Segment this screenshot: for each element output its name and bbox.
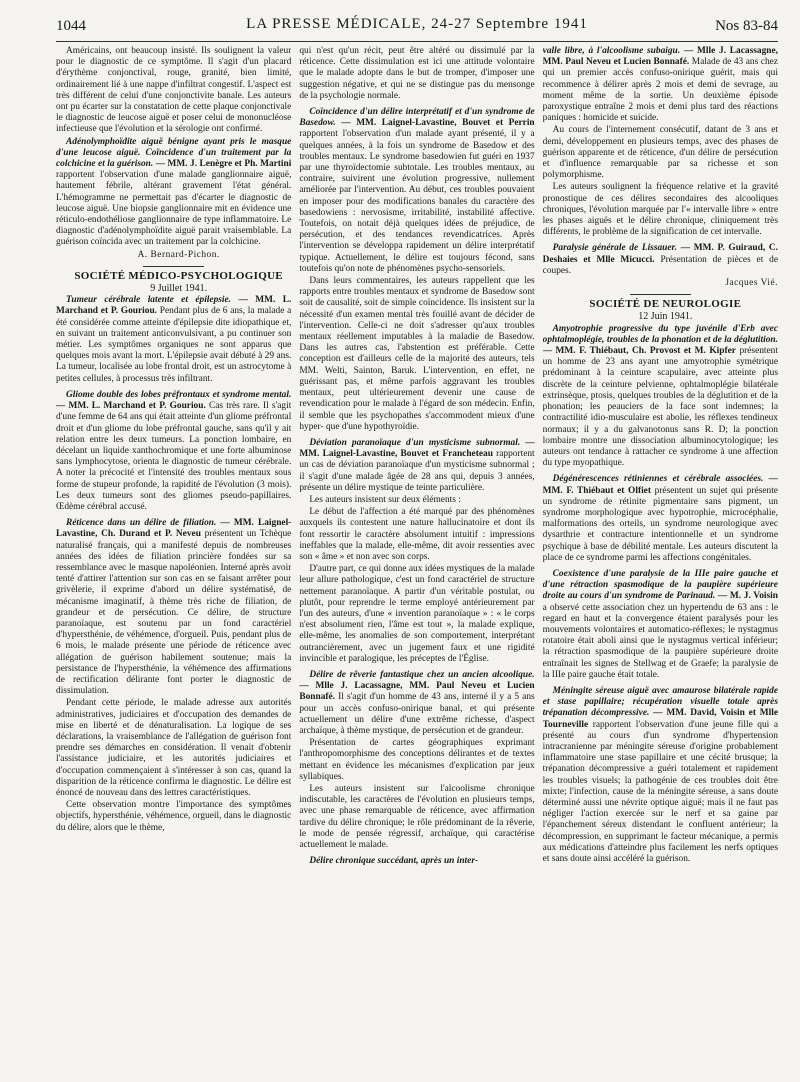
paragraph: Cette observation montre l'importance des symptômes objectifs, hypersthénie, véhémence, orgueil, dans le diagnostic du délire, alors que le thème, bbox=[56, 800, 292, 833]
article bbox=[299, 856, 534, 867]
article bbox=[543, 569, 778, 681]
article bbox=[299, 107, 534, 275]
section-heading: SOCIÉTÉ MÉDICO-PSYCHOLOGIQUE bbox=[74, 269, 283, 282]
article-authors: — MM. L. Marchand et P. Gouriou. bbox=[56, 295, 292, 317]
page-number: 1044 bbox=[56, 18, 86, 34]
article-title: Réticence dans un délire de filiation. bbox=[66, 518, 217, 529]
article bbox=[543, 46, 778, 124]
article-authors: — MM. J. Lenègre et Ph. Martini bbox=[155, 159, 292, 170]
article bbox=[299, 438, 534, 494]
journal-title: LA PRESSE MÉDICALE, 24-27 Septembre 1941 bbox=[246, 16, 588, 32]
section-date: 12 Juin 1941. bbox=[638, 311, 693, 323]
article-body: rapportent l'observation d'une jeune fille qui a présenté au cours d'un syndrome d'hypertension intracranienne par méningite séreuse d'origine probablement inflammatoire une stase papillaire et une cécité brusque; la trépanation décompressive a guéri totalement et rapidement les troubles visuels; la pathogénie de ces troubles doit être mixte; l'infection, cause de la méningite séreuse, a sans doute déterminé aussi une névrite optique aiguë; mais il ne faut pas négliger l'action exercée sur le nerf et sa gaine par l'épanchement séreux distendant le confluent antérieur; la décompression, en supprimant le facteur mécanique, a permis aux médications d'atteindre plus facilement les nerfs optiques et sans doute ainsi accéléré la guérison. bbox=[542, 719, 778, 865]
article-title: Gliome double des lobes préfrontaux et syndrome mental. bbox=[66, 389, 292, 400]
article-authors: — M. J. Voisin bbox=[717, 591, 778, 602]
paragraph: Pendant cette période, le malade adresse aux autorités administratives, judiciaires et d'occupation des demandes de mise en liberté et de dénaturalisation. La logique de ses déclarations, la vraisemblance de l'allégation de guérison font prendre ses démarches en considération. Il venait d'obtenir l'assistance judiciaire, et les autorités judiciaires et d'occupation commençaient à s'intéresser à son cas, quand la disparition de la réticence confirma le diagnostic. Le délire est énoncé de nouveau dans des lettres caractéristiques. bbox=[56, 698, 292, 798]
separator bbox=[630, 294, 691, 295]
article-title: Paralysie générale de Lissauer. bbox=[552, 243, 678, 254]
column-3 bbox=[543, 46, 778, 1076]
article-body: rapportent un cas de déviation paranoïaque d'un mysticisme subnormal ; il s'agit d'une malade âgée de 28 ans qui, depuis 3 années, présente un délire mystique de teinte particulière. bbox=[299, 449, 535, 493]
article bbox=[56, 518, 291, 697]
article bbox=[56, 390, 291, 513]
article bbox=[56, 295, 291, 385]
issue-number: Nos 83-84 bbox=[715, 18, 778, 34]
column-1 bbox=[56, 46, 291, 1076]
article-authors: — MM. P. Guiraud, C. Deshaies et Mlle Micucci. bbox=[542, 243, 778, 265]
paragraph: qui n'est qu'un récit, peut être altéré ou dissimulé par la réticence. Cette dissimulation est ici une attitude volontaire que le malade adopte dans le but de tromper, d'imposer une suggestion négative, et qui ne se distingue pas du mensonge de la psychologie normale. bbox=[299, 46, 535, 101]
section-heading: SOCIÉTÉ DE NEUROLOGIE bbox=[589, 298, 742, 311]
paragraph: Les auteurs insistent sur deux éléments : bbox=[309, 494, 461, 505]
article-title: Amyotrophie progressive du type juvénile d'Erb avec ophtalmoplégie, troubles de la phonation et de la déglutition. bbox=[542, 323, 778, 345]
article-authors: — Mlle J. Lacassagne, MM. Paul Neveu et Lucien Bonnafé. bbox=[542, 46, 778, 68]
paragraph: D'autre part, ce qui donne aux idées mystiques de la malade leur allure pathologique, c'est un fond caractériel de structure nettement paranoïaque. A partir d'un véritable postulat, ou plutôt, pour reprendre le terme employé antérieurement par l'un des auteurs, d'une « invention paranoïaque » : « le corps n'est absolument rien, l'âme est tout », la malade explique, elle-même, les anomalies de son comportement, interprétant outrancièrement, avec un jugement faux et une rigidité invincible et paralogique, les préceptes de l'Église. bbox=[299, 564, 535, 664]
article-title: Coexistence d'une paralysie de la IIIe paire gauche et d'une rétraction spasmodique de la paupière supérieure droite au cours d'un syndrome de Parinaud. bbox=[542, 568, 778, 602]
article-body: Il s'agit d'un homme de 43 ans, interné il y a 5 ans pour un accès confuso-onirique banal, et qui présente actuellement un délire d'une extrême richesse, d'aspect archaïque, à thème mystique, de persécution et de grandeur. bbox=[299, 692, 535, 736]
article-body: présentent un homme de 23 ans ayant une amyotrophie symétrique prédominant à la ceinture scapulaire, avec atteinte plus discrète de la ceinture pelvienne, ophtalmoplégie bilatérale extrinsèque, ptosis, quelques troubles de la déglutition et de la phonation; les peauciers de la face sont indemnes; la contractilité idio-musculaire est abolie, les réflexes tendineux normaux; il y a du galvanotonus sans R. D; la ponction lombaire montre une dissociation albuminocytologique; les auteurs ont tendance à rattacher ce syndrome à une affection du type myopathique. bbox=[542, 346, 778, 469]
article bbox=[56, 137, 291, 249]
article-authors: — MM. L. Marchand et P. Gouriou. bbox=[56, 401, 206, 412]
article-authors: — MM. David, Voisin et Mlle Tourneville bbox=[542, 708, 778, 730]
article-title: valle libre, à l'alcoolisme subaigu. bbox=[542, 46, 681, 56]
header-rule bbox=[56, 41, 778, 42]
article-authors: — MM. Laignel-Lavastine, Bouvet et Perrin bbox=[341, 118, 535, 129]
column-2 bbox=[299, 46, 534, 1076]
paragraph: Dans leurs commentaires, les auteurs rappellent que les rapports entre troubles mentaux et syndrome de Basedow sont soit de causalité, soit de simple coïncidence. Ils insistent sur la nécessité d'un examen mental très fouillé avant de décider de l'intervention. Celle-ci ne doit s'adresser qu'aux troubles mentaux réellement imputables à la maladie de Basedow. Dans les autres cas, l'abstention est préférable. Cette conception est d'ailleurs celle de la majorité des auteurs, tels MM. Welti, Sainton, Baruk. L'intervention, en effet, ne guérissant pas, et même parfois aggravant les troubles mentaux, peut ultérieurement devenir une cause de revendication pour le malade à l'égard de son médecin. Enfin, il semble que les psychopathes s'accommodent mieux d'une hyper- que d'une hypothyroïdie. bbox=[299, 276, 535, 432]
article-title: Délire chronique succédant, après un inter- bbox=[309, 856, 479, 867]
article bbox=[543, 474, 778, 564]
article-body: Présentation de pièces et de coupes. bbox=[542, 254, 778, 276]
article-body: présentent un Tchèque naturalisé français, qui a manifesté depuis de nombreuses années des idées de filiation princière fondées sur sa ressemblance avec le masque napoléonien. Interné après avoir tenté d'attirer l'attention sur son cas en se faisant arrêter pour grivèlerie, il exprime d'abord un délire systématisé, de mécanisme imaginatif, à thème très riche de filiation, de grandeur et de persécution. Ce délire, de structure paranoïaque, est soutenu par un fond caractériel d'hypersthénie, de véhémence, d'orgueil. Puis, pendant plus de 6 mois, le malade présente une période de réticence avec allégation de guérison habilement soutenue; mais la persistance de l'hypersthénie, la véhémence des affirmations de rectification délirante font porter le diagnostic de dissimulation. bbox=[56, 529, 292, 697]
article bbox=[543, 686, 778, 865]
article-body: Pendant plus de 6 ans, la malade a été considérée comme atteinte d'épilepsie dite idiopathique et, en suivant un traitement anticonvulsivant, a pu continuer son métier. Les symptômes organiques ne sont apparus que quelques mois avant la mort. L'épilepsie avait débuté à 29 ans. La tumeur, localisée au lobe frontal droit, est un astrocytome à petites cellules, à processus très infiltrant. bbox=[56, 306, 292, 384]
article-body: rapportent l'observation d'un malade ayant présenté, il y a quelques années, à la fois un syndrome de Basedow et des troubles mentaux. Le syndrome basedowien fut guéri en 1937 par une thyroïdectomie subtotale. Les troubles mentaux, au contraire, suivirent une évolution progressive, nullement améliorée par l'intervention. Au début, ces troubles pouvaient en imposer pour des modifications banales du caractère des basedowiens : nervosisme, irritabilité, instabilité affective. Toutefois, on notait déjà quelques idées de préjudice, de persécution, et des tendances revendicatrices. Après l'intervention se développa rapidement un délire interprétatif typique. Actuellement, le délire est toujours fécond, sans toutefois qu'on note de phénomènes psycho-sensoriels. bbox=[299, 129, 535, 274]
article-authors: — MM. F. Thiébaut et Olfiet bbox=[542, 474, 778, 496]
article-title: Tumeur cérébrale latente et épilepsie. bbox=[66, 295, 232, 306]
paragraph: Présentation de cartes géographiques exprimant l'anthropomorphisme des conceptions délirantes et de textes mettant en évidence les mécanismes d'explication par jeux syllabiques. bbox=[299, 738, 535, 782]
article bbox=[299, 670, 534, 737]
paragraph: Au cours de l'internement consécutif, datant de 3 ans et demi, développement en plusieurs temps, avec des phases de guérison apparente et de réticence, d'un délire de persécution et d'influence remarquable par sa richesse et son polymorphisme. bbox=[542, 125, 778, 181]
separator bbox=[143, 266, 204, 267]
signature: A. Bernard-Pichon. bbox=[137, 249, 220, 260]
article-authors: — MM. Laignel-Lavastine, Ch. Durand et P. Neveu bbox=[56, 518, 292, 540]
paragraph: Américains, ont beaucoup insisté. Ils soulignent la valeur pour le diagnostic de ce symptôme. Il s'agit d'un placard d'érythème conjonctival, rouge, granité, bien limité, ordinairement lié à une nappe d'infiltrat congestif. L'aspect est très différent de celui d'une conjonctivite banale. Les auteurs ont pu écarter sur la constatation de cette plaque conjonctivale le diagnostic de leucose aiguë et poser celui de mononucléose infectieuse que l'évolution et la sérologie ont confirmé. bbox=[56, 46, 292, 135]
paragraph: Les auteurs insistent sur l'alcoolisme chronique indiscutable, les caractères de l'évolution en plusieurs temps, avec une phase remarquable de réticence, avec affirmation tardive du délire chronique; le rôle prédominant de la rêverie, le mode de pensée régressif, archaïque, qui caractérise actuellement le malade. bbox=[299, 784, 535, 851]
article bbox=[543, 324, 778, 470]
article-body: Malade de 43 ans chez qui un premier accès confuso-onirique guérit, mais qui recommence à délirer après 2 mois et demi de sevrage, au moment même de la sortie. Un deuxième épisode paroxystique entraîne 2 mois et demi plus tard des réactions paniques : homicide et suicide. bbox=[542, 57, 778, 124]
article-authors: — MM. Laignel-Lavastine, Bouvet et Francheteau bbox=[299, 437, 535, 460]
article bbox=[543, 243, 778, 277]
article-body: rapportent l'observation d'une malade ganglionnaire aiguë, hautement fébrile, altérant gravement l'état général. L'hémogramme ne permettait pas d'écarter le diagnostic de leucose aiguë. Une biopsie ganglionnaire mit en évidence une réticulo-endothéliose ganglionnaire de type inflammatoire. Le diagnostic d'adénolymphoïdite aiguë parait vraisemblable. La guérison coïncida avec un traitement par la colchicine. bbox=[56, 170, 292, 248]
article-body: présentent un sujet qui présente un syndrome de rétinite pigmentaire sans pigment, un syndrome morphologique avec hypotrophie, microcéphalie, malformations des orteils, un syndrome neurologique avec dysarthrie et contracture intentionnelle et un syndrome psychique à base de débilité mentale. Les auteurs discutent la place de ce syndrome parmi les affections congénitales. bbox=[542, 485, 778, 563]
article-title: Adénolymphoïdite aiguë bénigne ayant pris le masque d'une leucose aiguë. Coïncidence d'un traitement par la colchicine et la guérison. bbox=[56, 136, 292, 170]
signature: Jacques Vié. bbox=[725, 278, 778, 289]
article-title: Déviation paranoïaque d'un mysticisme subnormal. bbox=[309, 437, 521, 448]
paragraph: Le début de l'affection a été marqué par des phénomènes auxquels ils contestent une nature hallucinatoire et dont ils font ressortir le caractère absolument intuitif : impressions ineffables que la malade, elle-même, dit avoir ressenties avec son « âme » et non avec son corps. bbox=[299, 507, 535, 562]
article-title: Dégénérescences rétiniennes et cérébrale associées. bbox=[552, 474, 764, 485]
paragraph: Les auteurs soulignent la fréquence relative et la gravité pronostique de ces délires secondaires des alcooliques chroniques, l'évolution marquée par l'« intervalle libre » entre les phases aiguës et le délire chronique, cliniquement très différents, le problème de la signification de cet intervalle. bbox=[542, 182, 778, 238]
page-header bbox=[56, 16, 778, 40]
text-columns bbox=[56, 46, 778, 1076]
article-body: a observé cette association chez un hypertendu de 63 ans : le regard en haut et la convergence étaient paralysés pour les mouvements volontaires et automatico-réflexes; le nystagmus rotatoire était aboli ainsi que le nystagmus vertical inférieur; la rétraction spasmodique de la paupière supérieure droite entraînait les signes de Stellwag et de Graefe; la paralysie de la IIIe paire gauche était totale. bbox=[542, 602, 778, 680]
article-authors: — Mlle J. Lacassagne, MM. Paul Neveu et Lucien Bonnafé. bbox=[299, 681, 535, 703]
article-body: Cas très rare. Il s'agit d'une femme de 64 ans qui était atteinte d'un gliome préfrontal droit et d'un gliome du lobe préfrontal gauche, sans qu'il y ait relation entre les deux tumeurs. La ponction lombaire, en décelant un liquide xanthochromique et une forte albuminose sans lymphocytose, orienta le diagnostic de tumeur cérébrale. A noter la précocité et l'intensité des troubles mentaux sous forme de stupeur profonde, la rapidité de l'évolution (3 mois). Les deux tumeurs sont des gliomes pseudo-papillaires. Œdème cérébral accusé. bbox=[56, 401, 292, 512]
article-title: Méningite séreuse aiguë avec amaurose bilatérale rapide et stase papillaire; récupération visuelle totale après trépanation décompressive. bbox=[542, 685, 778, 719]
section-date: 9 Juillet 1941. bbox=[150, 283, 208, 295]
article-title: Délire de rêverie fantastique chez un ancien alcoolique. bbox=[309, 669, 535, 680]
article-authors: — MM. F. Thiébaut, Ch. Provost et M. Kipfer bbox=[542, 346, 736, 357]
article-title: Coïncidence d'un délire interprétatif et d'un syndrome de Basedow. bbox=[299, 107, 535, 129]
